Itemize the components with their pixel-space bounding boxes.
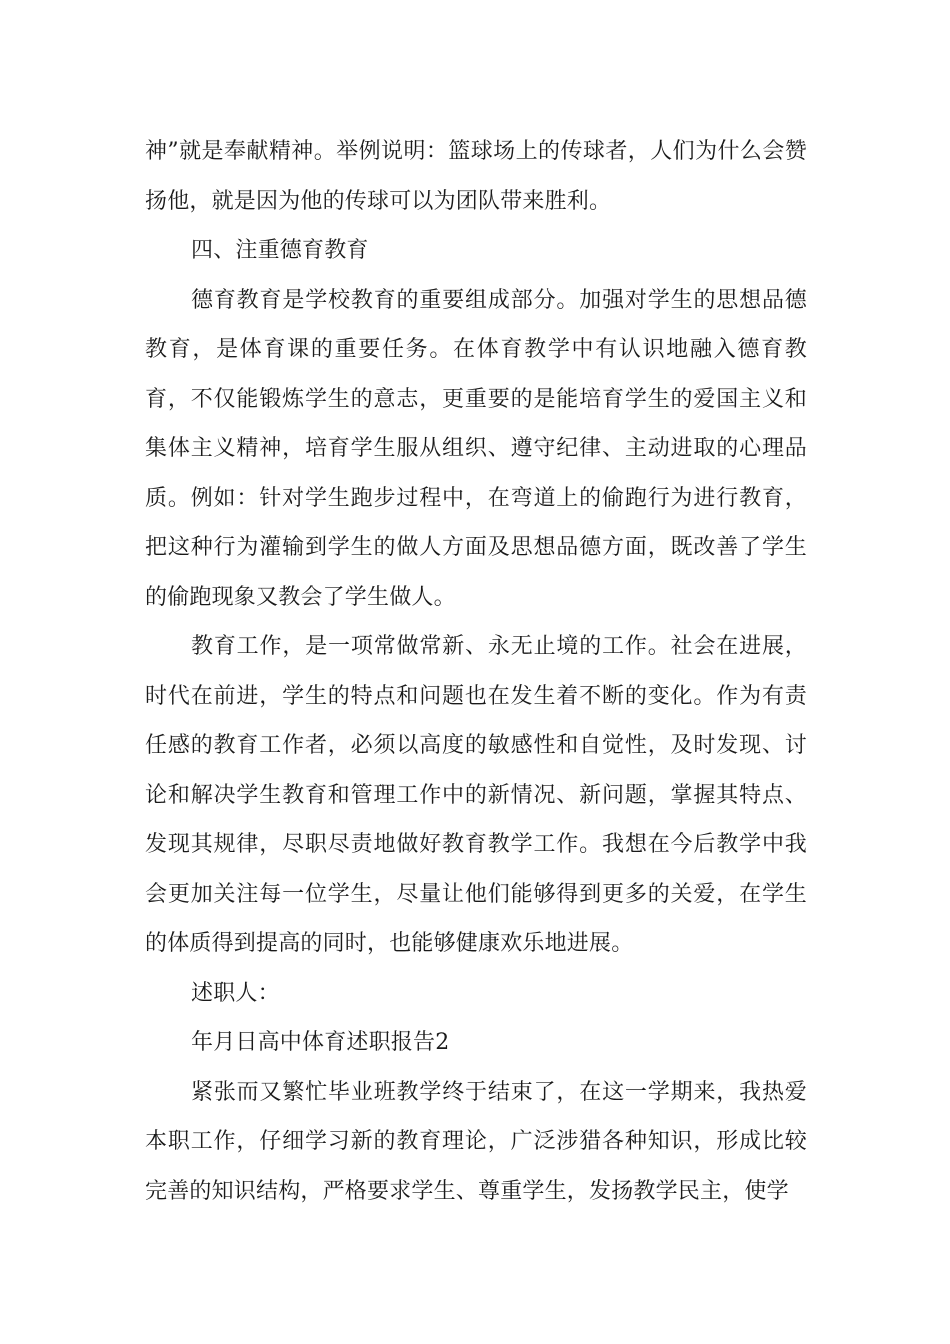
paragraph-education-work: 教育工作，是一项常做常新、永无止境的工作。社会在进展，时代在前进，学生的特点和问题也在发生着不断的变化。作为有责任感的教育工作者，必须以高度的敏感性和自觉性，及时发现、讨论和解决学生教育和管理工作中的新情况、新问题，掌握其特点、发现其规律，尽职尽责地做好教育教学工作。我想在今后教学中我会更加关注每一位学生，尽量让他们能够得到更多的关爱，在学生的体质得到提高的同时，也能够健康欢乐地进展。 [145,634,807,956]
document-body [145,127,807,1216]
paragraph-moral-education: 德育教育是学校教育的重要组成部分。加强对学生的思想品德教育，是体育课的重要任务。在体育教学中有认识地融入德育教育，不仅能锻炼学生的意志，更重要的是能培育学生的爱国主义和集体主义精神，培育学生服从组织、遵守纪律、主动进取的心理品质。例如：针对学生跑步过程中，在弯道上的偷跑行为进行教育，把这种行为灌输到学生的做人方面及思想品德方面，既改善了学生的偷跑现象又教会了学生做人。 [145,287,807,610]
report-title-2: 年月日高中体育述职报告2 [191,1030,450,1055]
paragraph-dedication: 神”就是奉献精神。举例说明：篮球场上的传球者，人们为什么会赞扬他，就是因为他的传球可以为团队带来胜利。 [145,139,807,214]
signature-reporter: 述职人： [191,980,280,1006]
paragraph-graduating-class: 紧张而又繁忙毕业班教学终于结束了，在这一学期来，我热爱本职工作，仔细学习新的教育理论，广泛涉猎各种知识，形成比较完善的知识结构，严格要求学生、尊重学生，发扬教学民主，使学 [145,1079,807,1204]
section-heading-moral-education: 四、注重德育教育 [191,238,369,263]
